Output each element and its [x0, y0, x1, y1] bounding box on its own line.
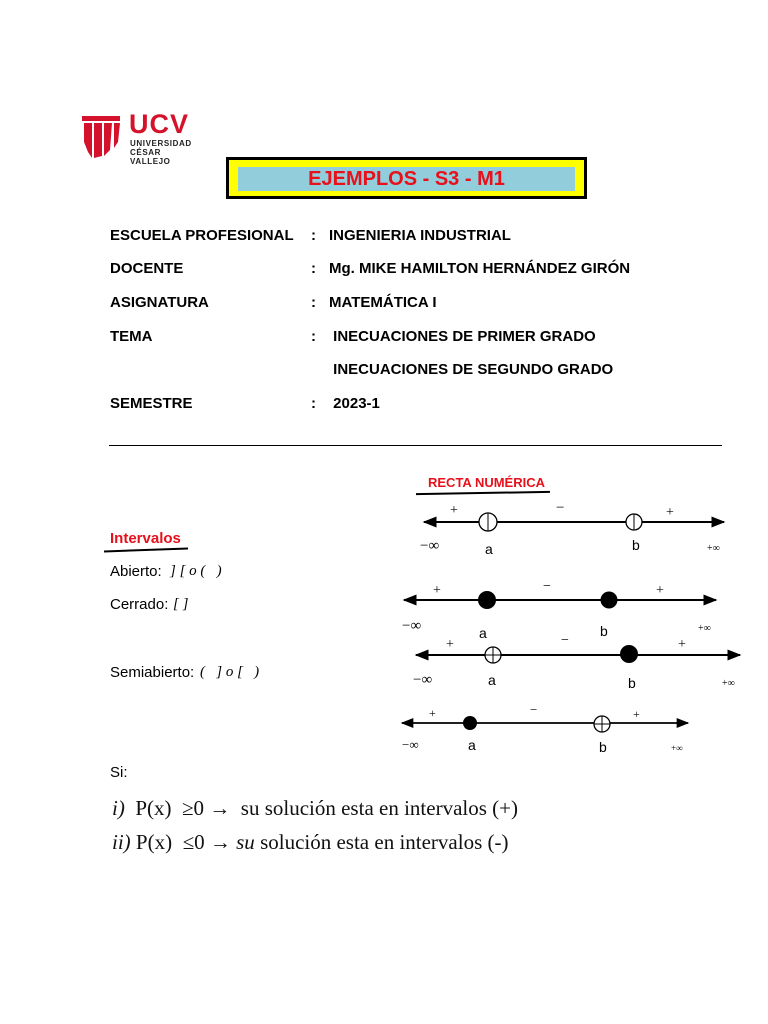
label-a: a: [485, 541, 493, 557]
condition-2-italic: su: [236, 830, 255, 854]
info-label-tema: TEMA: [110, 328, 153, 345]
condition-2: [112, 830, 508, 855]
minus-infinity: −∞: [402, 618, 422, 634]
point-a-open: [479, 513, 497, 531]
minus-infinity: −∞: [413, 672, 433, 688]
number-line-4: [402, 702, 688, 755]
info-value-tema-2: INECUACIONES DE SEGUNDO GRADO: [329, 361, 614, 378]
sign-plus: +: [656, 583, 664, 598]
sign-minus: −: [530, 702, 538, 717]
point-b-open: [626, 514, 642, 530]
info-value-docente: Mg. MIKE HAMILTON HERNÁNDEZ GIRÓN: [329, 260, 631, 277]
si-label: Si:: [110, 764, 128, 781]
condition-1-text: su solución esta en intervalos (+): [240, 796, 518, 820]
minus-infinity: −∞: [402, 737, 419, 752]
info-value-asignatura: MATEMÁTICA I: [329, 294, 437, 311]
label-b: b: [628, 675, 636, 691]
cerrado-label: Cerrado:: [110, 596, 169, 613]
minus-infinity: −∞: [420, 538, 440, 554]
label-a: a: [468, 737, 476, 753]
plus-infinity: +∞: [698, 623, 711, 634]
point-a-closed: [463, 716, 477, 730]
logo-subtitle-1: UNIVERSIDAD: [130, 139, 192, 148]
sign-plus: +: [450, 503, 458, 518]
label-a: a: [479, 625, 487, 641]
logo-text: UCV: [129, 109, 190, 139]
logo-subtitle-2: CÉSAR VALLEJO: [130, 148, 171, 166]
plus-infinity: +∞: [707, 543, 720, 554]
number-line-2: [402, 579, 716, 641]
sign-plus: +: [429, 706, 436, 720]
info-colon-escuela: :: [311, 227, 316, 244]
sign-minus: −: [556, 500, 565, 516]
abierto-label: Abierto:: [110, 563, 162, 580]
sign-plus: +: [633, 707, 640, 721]
info-colon-semestre: :: [311, 395, 316, 412]
semiabierto-label: Semiabierto:: [110, 664, 195, 681]
number-line-3: [413, 633, 740, 691]
info-colon-tema: :: [311, 328, 316, 345]
info-value-semestre: 2023-1: [329, 395, 380, 412]
plus-infinity: +∞: [671, 743, 683, 753]
sign-plus: +: [678, 637, 686, 652]
intervalos-heading: Intervalos: [110, 530, 181, 547]
semiabierto-symbol: ( ] o [ ): [200, 664, 260, 680]
sign-minus: −: [561, 633, 569, 648]
point-a-closed: [478, 591, 496, 609]
info-label-semestre: SEMESTRE: [110, 395, 193, 412]
info-colon-asignatura: :: [311, 294, 316, 311]
recta-numerica-title: RECTA NUMÉRICA: [428, 475, 545, 490]
sign-plus: +: [433, 583, 441, 598]
sign-plus: +: [666, 505, 674, 520]
point-b-open: [594, 716, 610, 732]
number-line-1: [420, 500, 724, 557]
info-label-asignatura: ASIGNATURA: [110, 294, 209, 311]
info-value-escuela: INGENIERIA INDUSTRIAL: [329, 227, 511, 244]
page-title: EJEMPLOS - S3 - M1: [238, 167, 575, 191]
condition-1: [112, 796, 518, 821]
label-b: b: [600, 623, 608, 639]
abierto-symbol: ] [ o ( ): [170, 563, 222, 579]
info-value-tema: INECUACIONES DE PRIMER GRADO: [329, 328, 596, 345]
condition-1-expr: P(x) ≥0 →: [135, 796, 241, 820]
condition-1-number: i): [112, 796, 125, 820]
sign-minus: −: [543, 579, 551, 594]
cerrado-symbol: [ ]: [173, 596, 189, 612]
point-a-open: [485, 647, 501, 663]
condition-2-text: solución esta en intervalos (-): [254, 830, 509, 854]
label-b: b: [599, 739, 607, 755]
condition-2-expr: P(x) ≤0 →: [135, 830, 237, 854]
label-b: b: [632, 537, 640, 553]
point-b-closed: [620, 645, 638, 663]
condition-2-number: ii): [112, 830, 131, 854]
point-b-closed: [601, 592, 618, 609]
label-a: a: [488, 672, 496, 688]
info-label-docente: DOCENTE: [110, 260, 184, 277]
info-label-escuela: ESCUELA PROFESIONAL: [110, 227, 294, 244]
sign-plus: +: [446, 637, 454, 652]
plus-infinity: +∞: [722, 678, 735, 689]
info-colon-docente: :: [311, 260, 316, 277]
